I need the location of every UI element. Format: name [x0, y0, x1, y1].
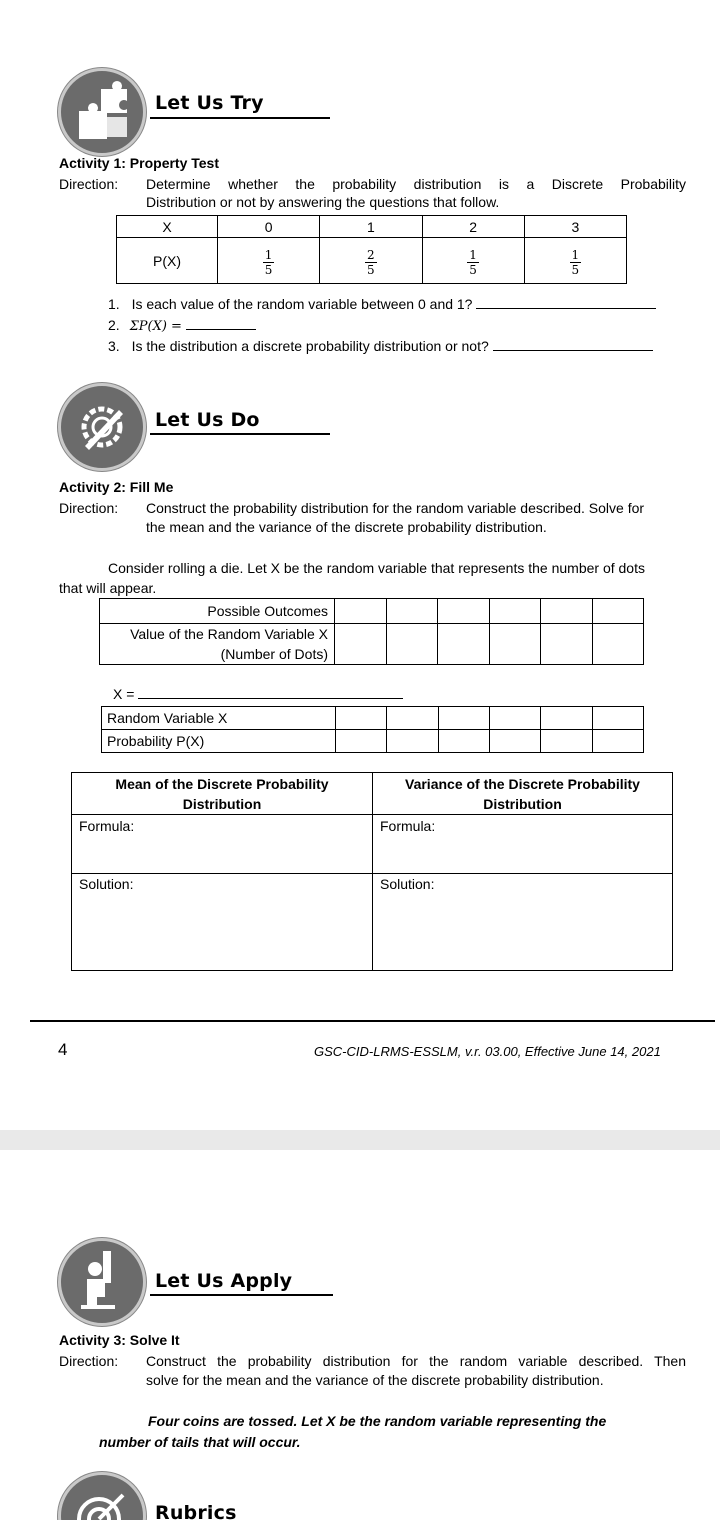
numerator: 1 — [571, 247, 580, 262]
value-cell[interactable] — [438, 624, 490, 665]
denominator: 5 — [367, 262, 375, 277]
rv-cell[interactable] — [489, 707, 540, 730]
problem-line: number of tails that will occur. — [99, 1434, 301, 1450]
outcome-cell[interactable] — [335, 599, 387, 624]
x-value: 3 — [524, 216, 626, 238]
direction-label: Direction: — [59, 500, 119, 516]
rv-label: Random Variable X — [102, 707, 336, 730]
outcome-cell[interactable] — [386, 599, 438, 624]
x-value: 2 — [422, 216, 524, 238]
activity-2-title: Activity 2: Fill Me — [59, 479, 174, 495]
rv-cell[interactable] — [336, 707, 387, 730]
outcome-cell[interactable] — [438, 599, 490, 624]
outcomes-table — [99, 598, 644, 665]
problem-line: Four coins are tossed. Let X be the random variable representing the — [148, 1413, 607, 1429]
question-3 — [108, 338, 688, 354]
value-cell[interactable] — [386, 624, 438, 665]
section-underline — [150, 1294, 333, 1296]
puzzle-icon — [58, 68, 146, 156]
denominator: 5 — [571, 262, 580, 277]
question-text: Is the distribution a discrete probability distribution or not? — [131, 338, 489, 354]
numerator: 1 — [469, 247, 477, 262]
value-label-line: (Number of Dots) — [220, 646, 328, 662]
section-underline — [150, 117, 330, 119]
direction-text — [146, 500, 686, 535]
prob-cell[interactable] — [592, 730, 643, 753]
numerator: 2 — [367, 247, 375, 262]
formula-label: Formula: — [380, 818, 436, 834]
answer-blank[interactable] — [493, 350, 653, 351]
outcome-cell[interactable] — [489, 599, 541, 624]
target-icon — [58, 1472, 146, 1520]
rv-cell[interactable] — [541, 707, 592, 730]
prob-cell[interactable] — [438, 730, 489, 753]
question-number: 3. — [108, 338, 120, 354]
value-cell[interactable] — [592, 624, 644, 665]
outcome-cell[interactable] — [592, 599, 644, 624]
raised-hand-icon — [58, 1238, 146, 1326]
direction-line: Distribution or not by answering the questions that follow. — [146, 194, 500, 210]
problem-line: that will appear. — [59, 580, 157, 596]
page-gap — [0, 1130, 720, 1150]
direction-line: solve for the mean and the variance of the discrete probability distribution. — [146, 1372, 604, 1388]
gear-pencil-icon — [58, 383, 146, 471]
prob-label: Probability P(X) — [102, 730, 336, 753]
px-cell — [422, 238, 524, 284]
x-header: X — [117, 216, 218, 238]
px-cell — [524, 238, 626, 284]
footer-rule — [30, 1020, 715, 1022]
answer-blank[interactable] — [186, 329, 256, 330]
direction-label: Direction: — [59, 1353, 119, 1369]
x-equals-line — [113, 686, 403, 702]
mean-formula-cell[interactable] — [72, 815, 373, 874]
section-underline — [150, 433, 330, 435]
problem-line: Consider rolling a die. Let X be the random variable that represents the number of dots — [108, 560, 645, 576]
formula-label: Formula: — [79, 818, 135, 834]
question-number: 2. — [108, 317, 120, 333]
fraction — [263, 249, 275, 276]
denominator: 5 — [264, 262, 273, 277]
rv-cell[interactable] — [387, 707, 438, 730]
prob-cell[interactable] — [489, 730, 540, 753]
x-equals-label: X = — [113, 686, 135, 702]
answer-blank[interactable] — [138, 698, 403, 699]
mean-header — [72, 773, 373, 815]
numerator: 1 — [264, 247, 273, 262]
value-cell[interactable] — [541, 624, 593, 665]
activity-3-title: Activity 3: Solve It — [59, 1332, 180, 1348]
px-cell — [218, 238, 320, 284]
question-text: Is each value of the random variable between 0 and 1? — [131, 296, 473, 312]
header-line: Distribution — [483, 795, 562, 812]
direction-line: the mean and the variance of the discrete probability distribution. — [146, 519, 547, 535]
value-label-line: Value of the Random Variable X — [130, 626, 328, 642]
question-number: 1. — [108, 296, 120, 312]
direction-label: Direction: — [59, 176, 119, 192]
value-cell[interactable] — [335, 624, 387, 665]
prob-cell[interactable] — [336, 730, 387, 753]
activity-1-title: Activity 1: Property Test — [59, 155, 220, 171]
question-1 — [108, 296, 688, 312]
direction-text — [146, 1353, 686, 1388]
direction-line: Construct the probability distribution for the random variable described. Then — [146, 1353, 686, 1369]
variance-solution-cell[interactable] — [373, 874, 673, 971]
variance-formula-cell[interactable] — [373, 815, 673, 874]
question-text: ΣP(X) = — [129, 319, 182, 334]
value-cell[interactable] — [489, 624, 541, 665]
probability-table — [116, 215, 627, 284]
denominator: 5 — [469, 262, 477, 277]
rv-cell[interactable] — [438, 707, 489, 730]
direction-line: Construct the probability distribution for the random variable described. Solve for — [146, 500, 645, 516]
fraction — [365, 249, 377, 276]
header-line: Mean of the Discrete Probability — [115, 775, 329, 792]
x-value: 0 — [218, 216, 320, 238]
outcomes-label: Possible Outcomes — [100, 599, 335, 624]
prob-cell[interactable] — [541, 730, 592, 753]
outcome-cell[interactable] — [541, 599, 593, 624]
solution-label: Solution: — [79, 876, 134, 892]
header-line: Distribution — [182, 795, 262, 812]
page-number: 4 — [58, 1040, 68, 1059]
header-line: Variance of the Discrete Probability — [405, 775, 640, 792]
fraction — [467, 249, 479, 276]
value-label — [100, 624, 335, 665]
fraction — [570, 249, 582, 276]
worksheet-page-5 — [0, 1150, 720, 1520]
rv-cell[interactable] — [592, 707, 643, 730]
mean-solution-cell[interactable] — [72, 874, 373, 971]
answer-blank[interactable] — [476, 308, 656, 309]
direction-text — [146, 176, 686, 210]
question-2 — [108, 317, 256, 334]
px-header: P(X) — [117, 238, 218, 284]
section-title-rubrics: Rubrics — [155, 1502, 237, 1520]
document-code: GSC-CID-LRMS-ESSLM, v.r. 03.00, Effective June 14, 2021 — [314, 1044, 661, 1059]
solution-label: Solution: — [380, 876, 435, 892]
variance-header — [373, 773, 673, 815]
section-title-let-us-do: Let Us Do — [155, 409, 260, 431]
section-title-let-us-apply: Let Us Apply — [155, 1270, 293, 1292]
section-title-let-us-try: Let Us Try — [155, 92, 264, 114]
px-cell — [320, 238, 422, 284]
direction-line: Determine whether the probability distribution is a Discrete Probability — [146, 176, 686, 192]
distribution-table — [101, 706, 644, 753]
prob-cell[interactable] — [387, 730, 438, 753]
x-value: 1 — [320, 216, 422, 238]
mean-variance-table — [71, 772, 673, 971]
